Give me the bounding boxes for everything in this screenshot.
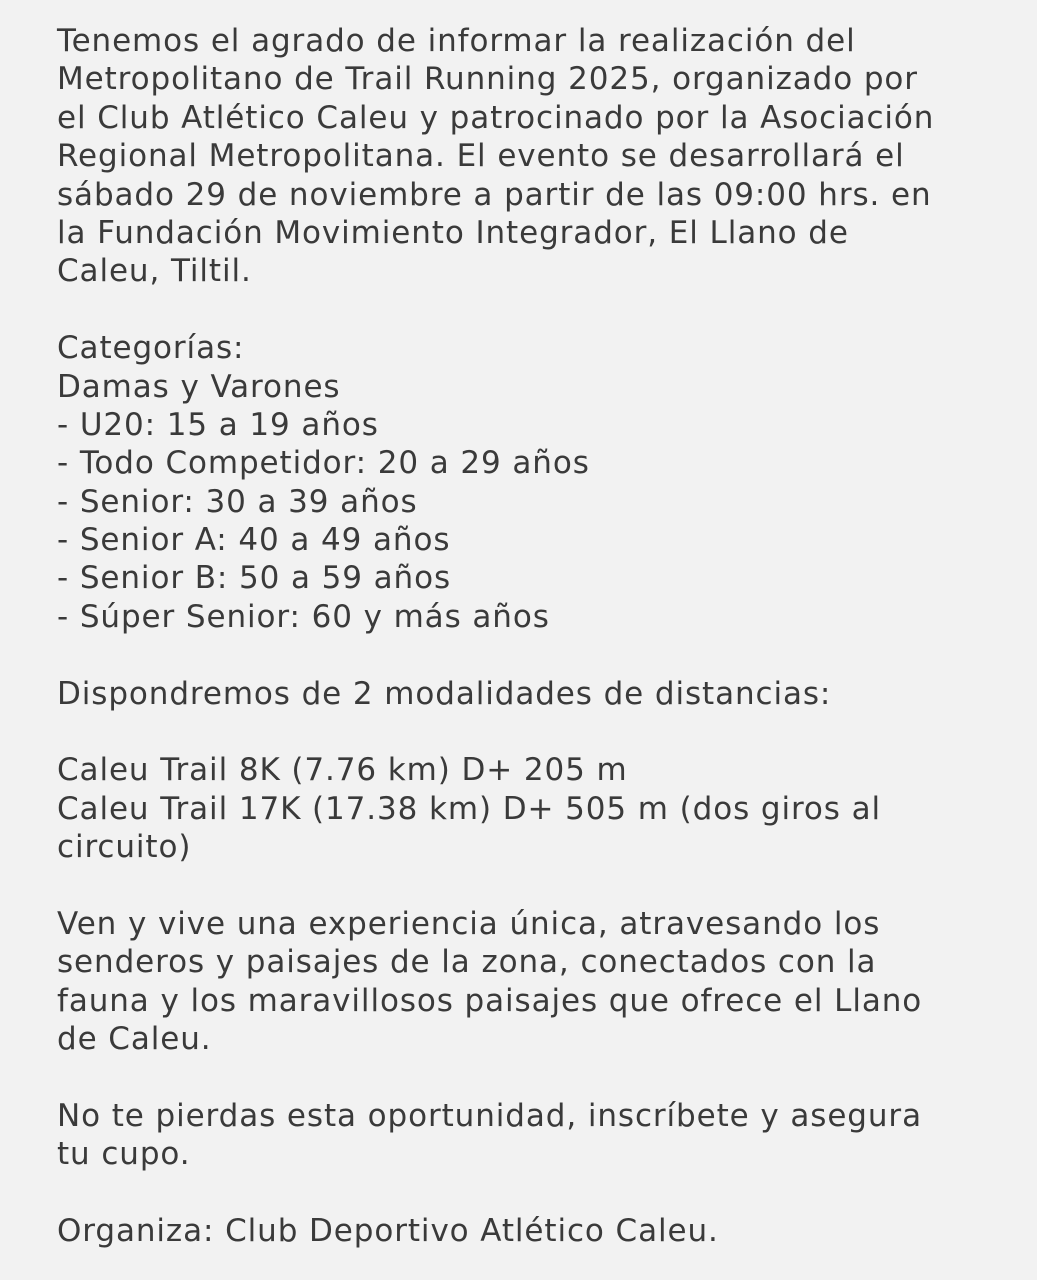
paragraph-gap xyxy=(57,867,1017,905)
category-item: - Senior A: 40 a 49 años xyxy=(57,522,451,559)
intro-line: sábado 29 de noviembre a partir de las 09:00 hrs. en xyxy=(57,176,932,213)
cta-line: tu cupo. xyxy=(57,1136,191,1173)
categories-section xyxy=(57,329,1017,636)
distances-section xyxy=(57,675,1017,867)
intro-line: el Club Atlético Caleu y patrocinado por la Asociación xyxy=(57,99,935,136)
intro-line: Tenemos el agrado de informar la realización del xyxy=(57,23,856,59)
experience-line: de Caleu. xyxy=(57,1021,212,1058)
experience-line: fauna y los maravillosos paisajes que ofrece el Llano xyxy=(57,982,923,1019)
category-item: - Senior B: 50 a 59 años xyxy=(57,560,451,597)
paragraph-gap xyxy=(57,713,1017,751)
intro-paragraph xyxy=(57,22,1017,291)
distance-line: Caleu Trail 17K (17.38 km) D+ 505 m (dos giros al xyxy=(57,790,882,827)
categories-subheading: Damas y Varones xyxy=(57,368,341,405)
distances-heading: Dispondremos de 2 modalidades de distancias: xyxy=(57,675,832,712)
cta-paragraph xyxy=(57,1097,1017,1174)
category-item: - Senior: 30 a 39 años xyxy=(57,483,418,520)
intro-line: Regional Metropolitana. El evento se desarrollará el xyxy=(57,138,905,175)
experience-line: Ven y vive una experiencia única, atravesando los xyxy=(57,905,881,942)
category-item: - Todo Competidor: 20 a 29 años xyxy=(57,445,590,482)
cta-line: No te pierdas esta oportunidad, inscríbete y asegura xyxy=(57,1097,922,1134)
paragraph-gap xyxy=(57,1174,1017,1212)
experience-paragraph xyxy=(57,905,1017,1059)
organizer-line: Organiza: Club Deportivo Atlético Caleu. xyxy=(57,1213,719,1250)
paragraph-gap xyxy=(57,636,1017,674)
experience-line: senderos y paisajes de la zona, conectados con la xyxy=(57,944,877,981)
intro-line: Metropolitano de Trail Running 2025, organizado por xyxy=(57,61,918,98)
intro-line: Caleu, Tiltil. xyxy=(57,253,252,290)
distance-line: Caleu Trail 8K (7.76 km) D+ 205 m xyxy=(57,752,628,789)
categories-heading: Categorías: xyxy=(57,330,245,367)
paragraph-gap xyxy=(57,291,1017,329)
announcement-text xyxy=(57,22,1017,1251)
paragraph-gap xyxy=(57,1059,1017,1097)
category-item: - Súper Senior: 60 y más años xyxy=(57,598,550,635)
category-item: - U20: 15 a 19 años xyxy=(57,406,379,443)
distance-line: circuito) xyxy=(57,829,192,866)
intro-line: la Fundación Movimiento Integrador, El Llano de xyxy=(57,214,849,251)
